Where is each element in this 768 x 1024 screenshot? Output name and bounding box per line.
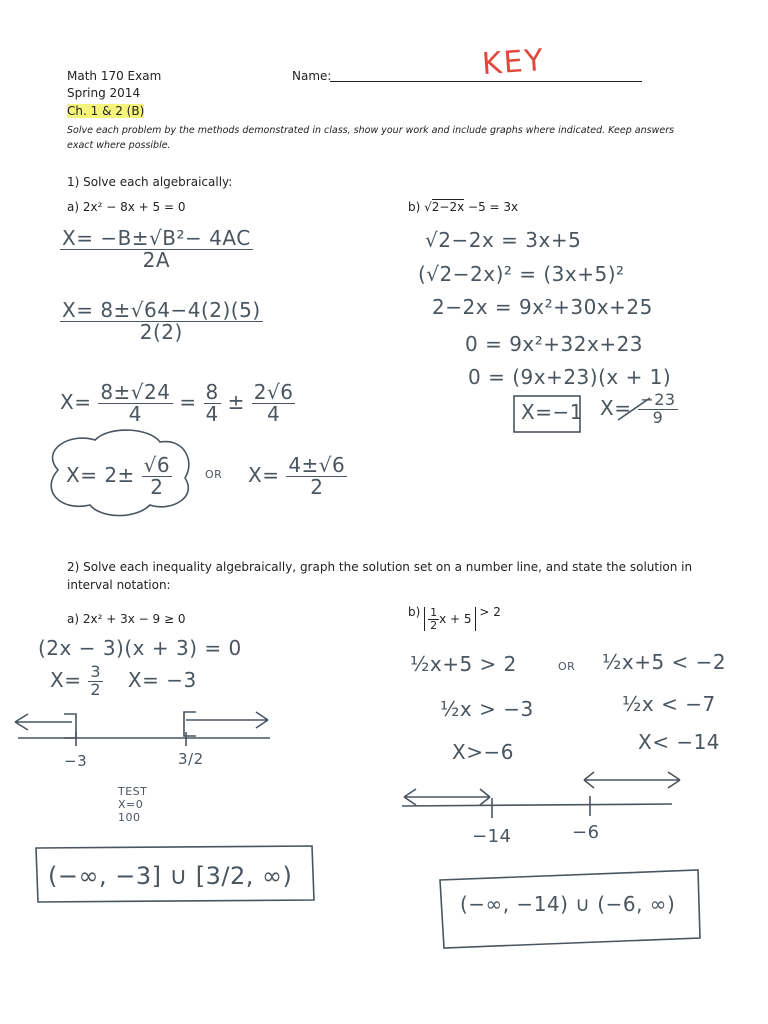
p1a-simp-den3: 4 [266, 402, 281, 426]
p1a-answer-num: √6 [143, 453, 171, 477]
term: Spring 2014 [67, 86, 141, 100]
instructions-line2: exact where possible. [67, 140, 171, 151]
p2b-left-line3: X>−6 [452, 740, 514, 764]
p1b-answer: X=−1 [521, 400, 583, 424]
p2a-root1-den: 2 [90, 679, 102, 699]
p2a-test-title: TEST [118, 785, 148, 798]
p2b-left-arrow [404, 789, 490, 805]
p2a-root1-num: 3 [90, 662, 102, 681]
p1b-line4: 0 = 9x²+32x+23 [465, 332, 644, 356]
p1b-line3: 2−2x = 9x²+30x+25 [432, 295, 653, 319]
p2a-test-x0: X=0 [118, 798, 144, 811]
p1a-sub-num: X= 8±√64−4(2)(5) [62, 298, 261, 322]
p1a-simp-den1: 4 [128, 402, 143, 426]
problem2b-frac-num: 1 [430, 606, 438, 619]
problem2a-equation: 2x² + 3x − 9 ≥ 0 [82, 612, 186, 626]
p1a-simp-den2: 4 [205, 402, 219, 426]
problem2-prompt-line2: interval notation: [67, 578, 171, 592]
p1a-simp-num2: 8 [205, 380, 219, 404]
p2b-right-line3: X< −14 [638, 730, 721, 754]
p1b-rejected-num: −23 [640, 390, 676, 409]
key-mark: KEY [480, 42, 547, 83]
p1a-or: OR [205, 468, 223, 481]
p1b-line5: 0 = (9x+23)(x + 1) [468, 365, 672, 389]
p2a-test-100: 100 [118, 811, 141, 824]
p2b-number-line [402, 804, 672, 806]
course-title: Math 170 Exam [67, 69, 162, 83]
p1a-sub-den: 2(2) [139, 320, 183, 344]
p1b-line1: √2−2x = 3x+5 [425, 228, 582, 252]
p1a-alt-den: 2 [310, 475, 324, 499]
p1a-alt-num: 4±√6 [288, 453, 346, 477]
problem1b-label: b) [408, 200, 421, 214]
p1a-answer-prefix: X= 2± [66, 463, 135, 487]
p1b-line2: (√2−2x)² = (3x+5)² [418, 262, 625, 286]
problem2a-label: a) [67, 612, 80, 626]
p1b-rejected-prefix: X= [600, 395, 632, 420]
p2b-left-line2: ½x > −3 [440, 697, 534, 721]
p2b-right-line2: ½x < −7 [622, 692, 716, 716]
p2a-bracket-left [64, 714, 76, 738]
p2a-interval-answer: (−∞, −3] ∪ [3/2, ∞) [48, 862, 293, 890]
p2a-left-arrow [15, 714, 72, 730]
p1a-simplify: X= $\frac{8\pm√24}{4}$ = $\frac{8}{4}$ ± $\frac{2√6}{4}$ [60, 380, 294, 426]
p2b-right-arrow [584, 772, 680, 788]
p2b-right-line1: ½x+5 < −2 [602, 650, 727, 674]
problem2-prompt-line1: 2) Solve each inequality algebraically, graph the solution set on a number line, and state the solution in [67, 560, 693, 574]
p1a-formula-den: 2A [142, 248, 171, 272]
p1a-alt-prefix: X= [248, 463, 280, 487]
name-label: Name: [292, 69, 332, 83]
problem1-prompt: 1) Solve each algebraically: [67, 175, 233, 189]
p2b-answer-box [440, 870, 700, 948]
p2b-tick-label2: −6 [572, 822, 600, 843]
p2b-left-line1: ½x+5 > 2 [410, 652, 517, 676]
chapters-text: Ch. 1 & 2 (B) [67, 104, 145, 118]
problem2b-rest: x + 5 [439, 612, 472, 627]
p1a-answer-cloud [51, 430, 189, 515]
p2b-tick-label1: −14 [472, 826, 512, 847]
p2a-factored: (2x − 3)(x + 3) = 0 [38, 636, 242, 660]
p1a-answer-den: 2 [150, 475, 164, 499]
problem2b-frac-den: 2 [430, 618, 438, 632]
p2a-right-arrow [186, 712, 268, 728]
p1a-simp-num1: 8±√24 [100, 380, 171, 404]
p1b-strike [618, 398, 650, 420]
p2a-answer-box [36, 846, 314, 902]
p2a-root2: X= −3 [127, 667, 197, 692]
p1b-answer-box [514, 396, 580, 432]
problem1b-radicand: 2−2x [431, 200, 465, 214]
p2a-root1-prefix: X= [50, 667, 82, 692]
problem1a-equation: 2x² − 8x + 5 = 0 [82, 200, 186, 214]
p2a-tick-label1: −3 [64, 752, 88, 770]
p2b-or: OR [558, 660, 576, 673]
problem1b-statement: b) √2−2x −5 = 3x [408, 200, 519, 214]
p2a-tick-label2: 3/2 [178, 750, 204, 768]
p2b-interval-answer: (−∞, −14) ∪ (−6, ∞) [460, 892, 676, 916]
problem1b-rest: −5 = 3x [464, 200, 519, 214]
problem2b-label: b) [408, 605, 421, 619]
problem1a-label: a) [67, 200, 80, 214]
p1a-simp-num3: 2√6 [253, 380, 294, 404]
p1a-formula-num: X= −B±√B²− 4AC [62, 226, 251, 250]
instructions-line1: Solve each problem by the methods demonstrated in class, show your work and include graphs where indicated. Keep answers [67, 125, 675, 136]
p1b-rejected-den: 9 [652, 407, 664, 427]
problem2b-gt: > 2 [479, 605, 501, 619]
